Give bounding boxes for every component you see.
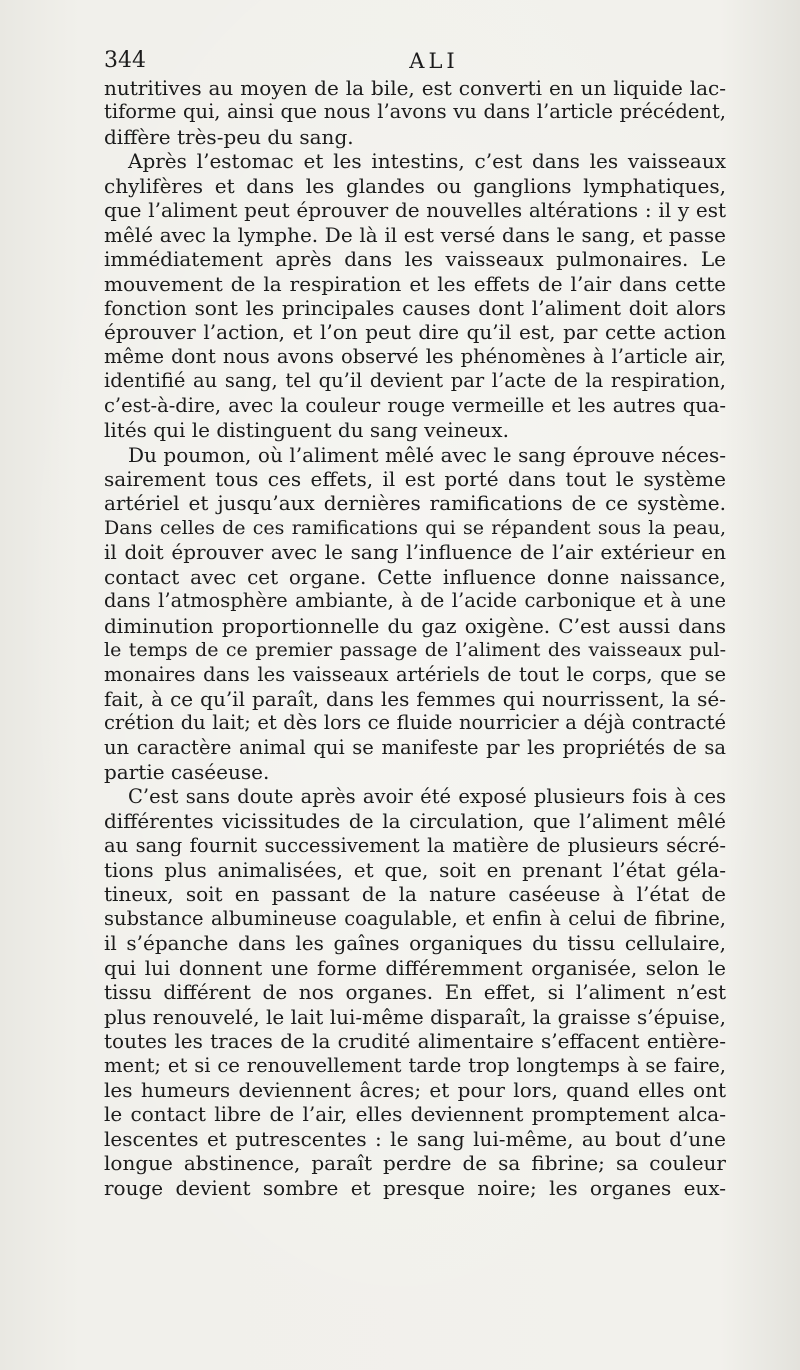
text-line: un caractère animal qui se manifeste par les propriétés de sa [104, 735, 726, 759]
text-line: mouvement de la respiration et les effets de l’air dans cette [104, 271, 726, 296]
text-line: le temps de ce premier passage de l’aliment des vaisseaux pul- [104, 639, 726, 662]
text-line: crétion du lait; et dès lors ce fluide nourricier a déjà contracté [104, 711, 726, 735]
text-line: c’est-à-dire, avec la couleur rouge vermeille et les autres qua- [104, 393, 726, 417]
text-line: partie caséeuse. [104, 760, 270, 785]
text-line: même dont nous avons observé les phénomènes à l’article air, [104, 344, 726, 368]
text-line: contact avec cet organe. Cette influence donne naissance, [104, 564, 726, 589]
text-line: le contact libre de l’air, elles deviennent promptement alca- [104, 1102, 726, 1127]
text-line: qui lui donnent une forme différemment organisée, selon le [104, 955, 726, 980]
text-line: il s’épanche dans les gaînes organiques du tissu cellulaire, [104, 931, 726, 956]
text-line: il doit éprouver avec le sang l’influence de l’air extérieur en [104, 540, 726, 565]
text-line: Après l’estomac et les intestins, c’est dans les vaisseaux [128, 149, 726, 174]
text-line: substance albumineuse coagulable, et enfin à celui de fibrine, [104, 906, 726, 930]
text-line: au sang fournit successivement la matière de plusieurs sécré- [104, 833, 726, 857]
text-line: rouge devient sombre et presque noire; les organes eux- [104, 1175, 726, 1200]
text-line: Du poumon, où l’aliment mêlé avec le sang éprouve néces- [128, 442, 726, 467]
text-line: Dans celles de ces ramifications qui se répandent sous la peau, [104, 516, 726, 539]
page-header [104, 46, 724, 76]
text-line: les humeurs deviennent âcres; et pour lors, quand elles ont [104, 1077, 726, 1102]
text-line: différentes vicissitudes de la circulation, que l’aliment mêlé [104, 809, 726, 834]
text-line: dans l’atmosphère ambiante, à de l’acide carbonique et à une [104, 589, 726, 613]
text-line: immédiatement après dans les vaisseaux pulmonaires. Le [104, 247, 726, 272]
text-line: que l’aliment peut éprouver de nouvelles altérations : il y est [104, 198, 726, 223]
body-text [104, 76, 726, 1200]
text-line: éprouver l’action, et l’on peut dire qu’il est, par cette action [104, 320, 726, 345]
text-line: tiforme qui, ainsi que nous l’avons vu dans l’article précédent, [104, 100, 726, 124]
text-line: toutes les traces de la crudité alimentaire s’effacent entière- [104, 1029, 726, 1054]
text-line: longue abstinence, paraît perdre de sa fibrine; sa couleur [104, 1151, 726, 1176]
text-line: artériel et jusqu’aux dernières ramifications de ce système. [104, 491, 726, 516]
text-line: mêlé avec la lymphe. De là il est versé dans le sang, et passe [104, 222, 726, 247]
text-line: diffère très-peu du sang. [104, 124, 354, 149]
text-line: plus renouvelé, le lait lui-même disparaît, la graisse s’épuise, [104, 1004, 726, 1029]
text-line: ment; et si ce renouvellement tarde trop longtemps à se faire, [104, 1053, 726, 1077]
text-line: fait, à ce qu’il paraît, dans les femmes qui nourrissent, la sé- [104, 686, 726, 711]
text-line: lescentes et putrescentes : le sang lui-même, au bout d’une [104, 1126, 726, 1151]
text-line: tissu différent de nos organes. En effet, si l’aliment n’est [104, 980, 726, 1005]
page-number: 344 [104, 48, 146, 73]
text-line: chylifères et dans les glandes ou ganglions lymphatiques, [104, 173, 726, 198]
text-line: lités qui le distinguent du sang veineux. [104, 418, 509, 443]
text-line: sairement tous ces effets, il est porté dans tout le système [104, 467, 726, 491]
text-line: diminution proportionnelle du gaz oxigène. C’est aussi dans [104, 613, 726, 638]
text-line: identifié au sang, tel qu’il devient par l’acte de la respiration, [104, 369, 726, 393]
text-line: tineux, soit en passant de la nature caséeuse à l’état de [104, 882, 726, 907]
text-line: fonction sont les principales causes dont l’aliment doit alors [104, 295, 726, 320]
text-line: nutritives au moyen de la bile, est converti en un liquide lac- [104, 76, 726, 100]
running-head: ALI [409, 49, 459, 73]
text-line: C’est sans doute après avoir été exposé plusieurs fois à ces [128, 784, 726, 808]
text-line: tions plus animalisées, et que, soit en prenant l’état géla- [104, 858, 726, 882]
text-line: monaires dans les vaisseaux artériels de tout le corps, que se [104, 662, 726, 686]
